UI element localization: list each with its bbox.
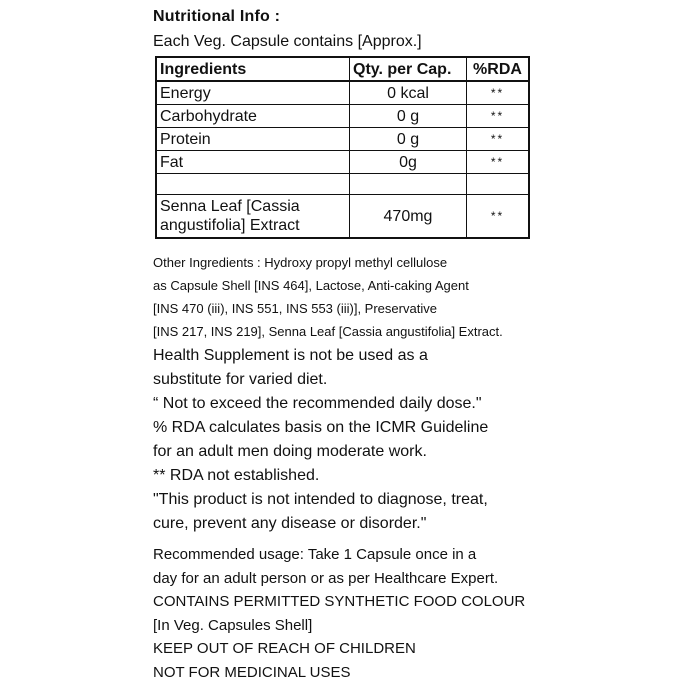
usage-and-warnings — [153, 543, 525, 684]
ingredient-cell: Carbohydrate — [156, 105, 350, 128]
header-ingredients: Ingredients — [156, 57, 350, 81]
statement-line: ** RDA not established. — [153, 467, 320, 484]
statement-line: “ Not to exceed the recommended daily dose." — [153, 395, 482, 412]
statement-line: substitute for varied diet. — [153, 371, 328, 388]
nutrition-table — [155, 56, 530, 239]
rda-cell: ** — [467, 151, 530, 174]
statement-line: "This product is not intended to diagnose, treat, — [153, 491, 488, 508]
qty-cell: 470mg — [350, 195, 467, 239]
statement-line: % RDA calculates basis on the ICMR Guideline — [153, 419, 489, 436]
other-ingredients — [153, 251, 503, 343]
statement-line: for an adult men doing moderate work. — [153, 443, 427, 460]
usage-line: [In Veg. Capsules Shell] — [153, 616, 313, 634]
qty-cell — [350, 174, 467, 195]
header-rda: %RDA — [467, 57, 530, 81]
qty-cell: 0g — [350, 151, 467, 174]
table-row — [156, 151, 529, 174]
other-ingredients-line: [INS 217, INS 219], Senna Leaf [Cassia angustifolia] Extract. — [153, 324, 503, 339]
table-header-row — [156, 57, 529, 81]
usage-line: day for an adult person or as per Healthcare Expert. — [153, 569, 499, 587]
usage-line: CONTAINS PERMITTED SYNTHETIC FOOD COLOUR — [153, 593, 526, 610]
table-row — [156, 128, 529, 151]
rda-cell: ** — [467, 128, 530, 151]
statements — [153, 344, 488, 536]
ingredient-cell: Energy — [156, 81, 350, 105]
ingredient-cell — [156, 174, 350, 195]
rda-cell: ** — [467, 81, 530, 105]
label-subtitle: Each Veg. Capsule contains [Approx.] — [153, 33, 422, 50]
other-ingredients-line: as Capsule Shell [INS 464], Lactose, Anti-caking Agent — [153, 278, 469, 293]
rda-cell: ** — [467, 105, 530, 128]
rda-cell — [467, 174, 530, 195]
other-ingredients-line: [INS 470 (iii), INS 551, INS 553 (iii)], Preservative — [153, 301, 437, 316]
qty-cell: 0 kcal — [350, 81, 467, 105]
ingredient-cell: Protein — [156, 128, 350, 151]
usage-line: Recommended usage: Take 1 Capsule once in a — [153, 546, 477, 563]
ingredient-line: angustifolia] Extract — [160, 217, 300, 234]
header-qty: Qty. per Cap. — [350, 57, 467, 81]
ingredient-line: Senna Leaf [Cassia — [160, 198, 300, 215]
other-ingredients-line: Other Ingredients : Hydroxy propyl methyl cellulose — [153, 255, 448, 270]
statement-line: cure, prevent any disease or disorder." — [153, 515, 427, 532]
ingredient-cell: Fat — [156, 151, 350, 174]
statement-line: Health Supplement is not be used as a — [153, 347, 428, 364]
label-title: Nutritional Info : — [153, 8, 281, 25]
usage-line: KEEP OUT OF REACH OF CHILDREN — [153, 640, 416, 657]
table-row — [156, 195, 529, 239]
ingredient-cell — [156, 195, 350, 239]
qty-cell: 0 g — [350, 128, 467, 151]
qty-cell: 0 g — [350, 105, 467, 128]
rda-cell: ** — [467, 195, 530, 239]
table-row — [156, 105, 529, 128]
usage-line: NOT FOR MEDICINAL USES — [153, 663, 351, 681]
table-row-empty — [156, 174, 529, 195]
table-row — [156, 81, 529, 105]
